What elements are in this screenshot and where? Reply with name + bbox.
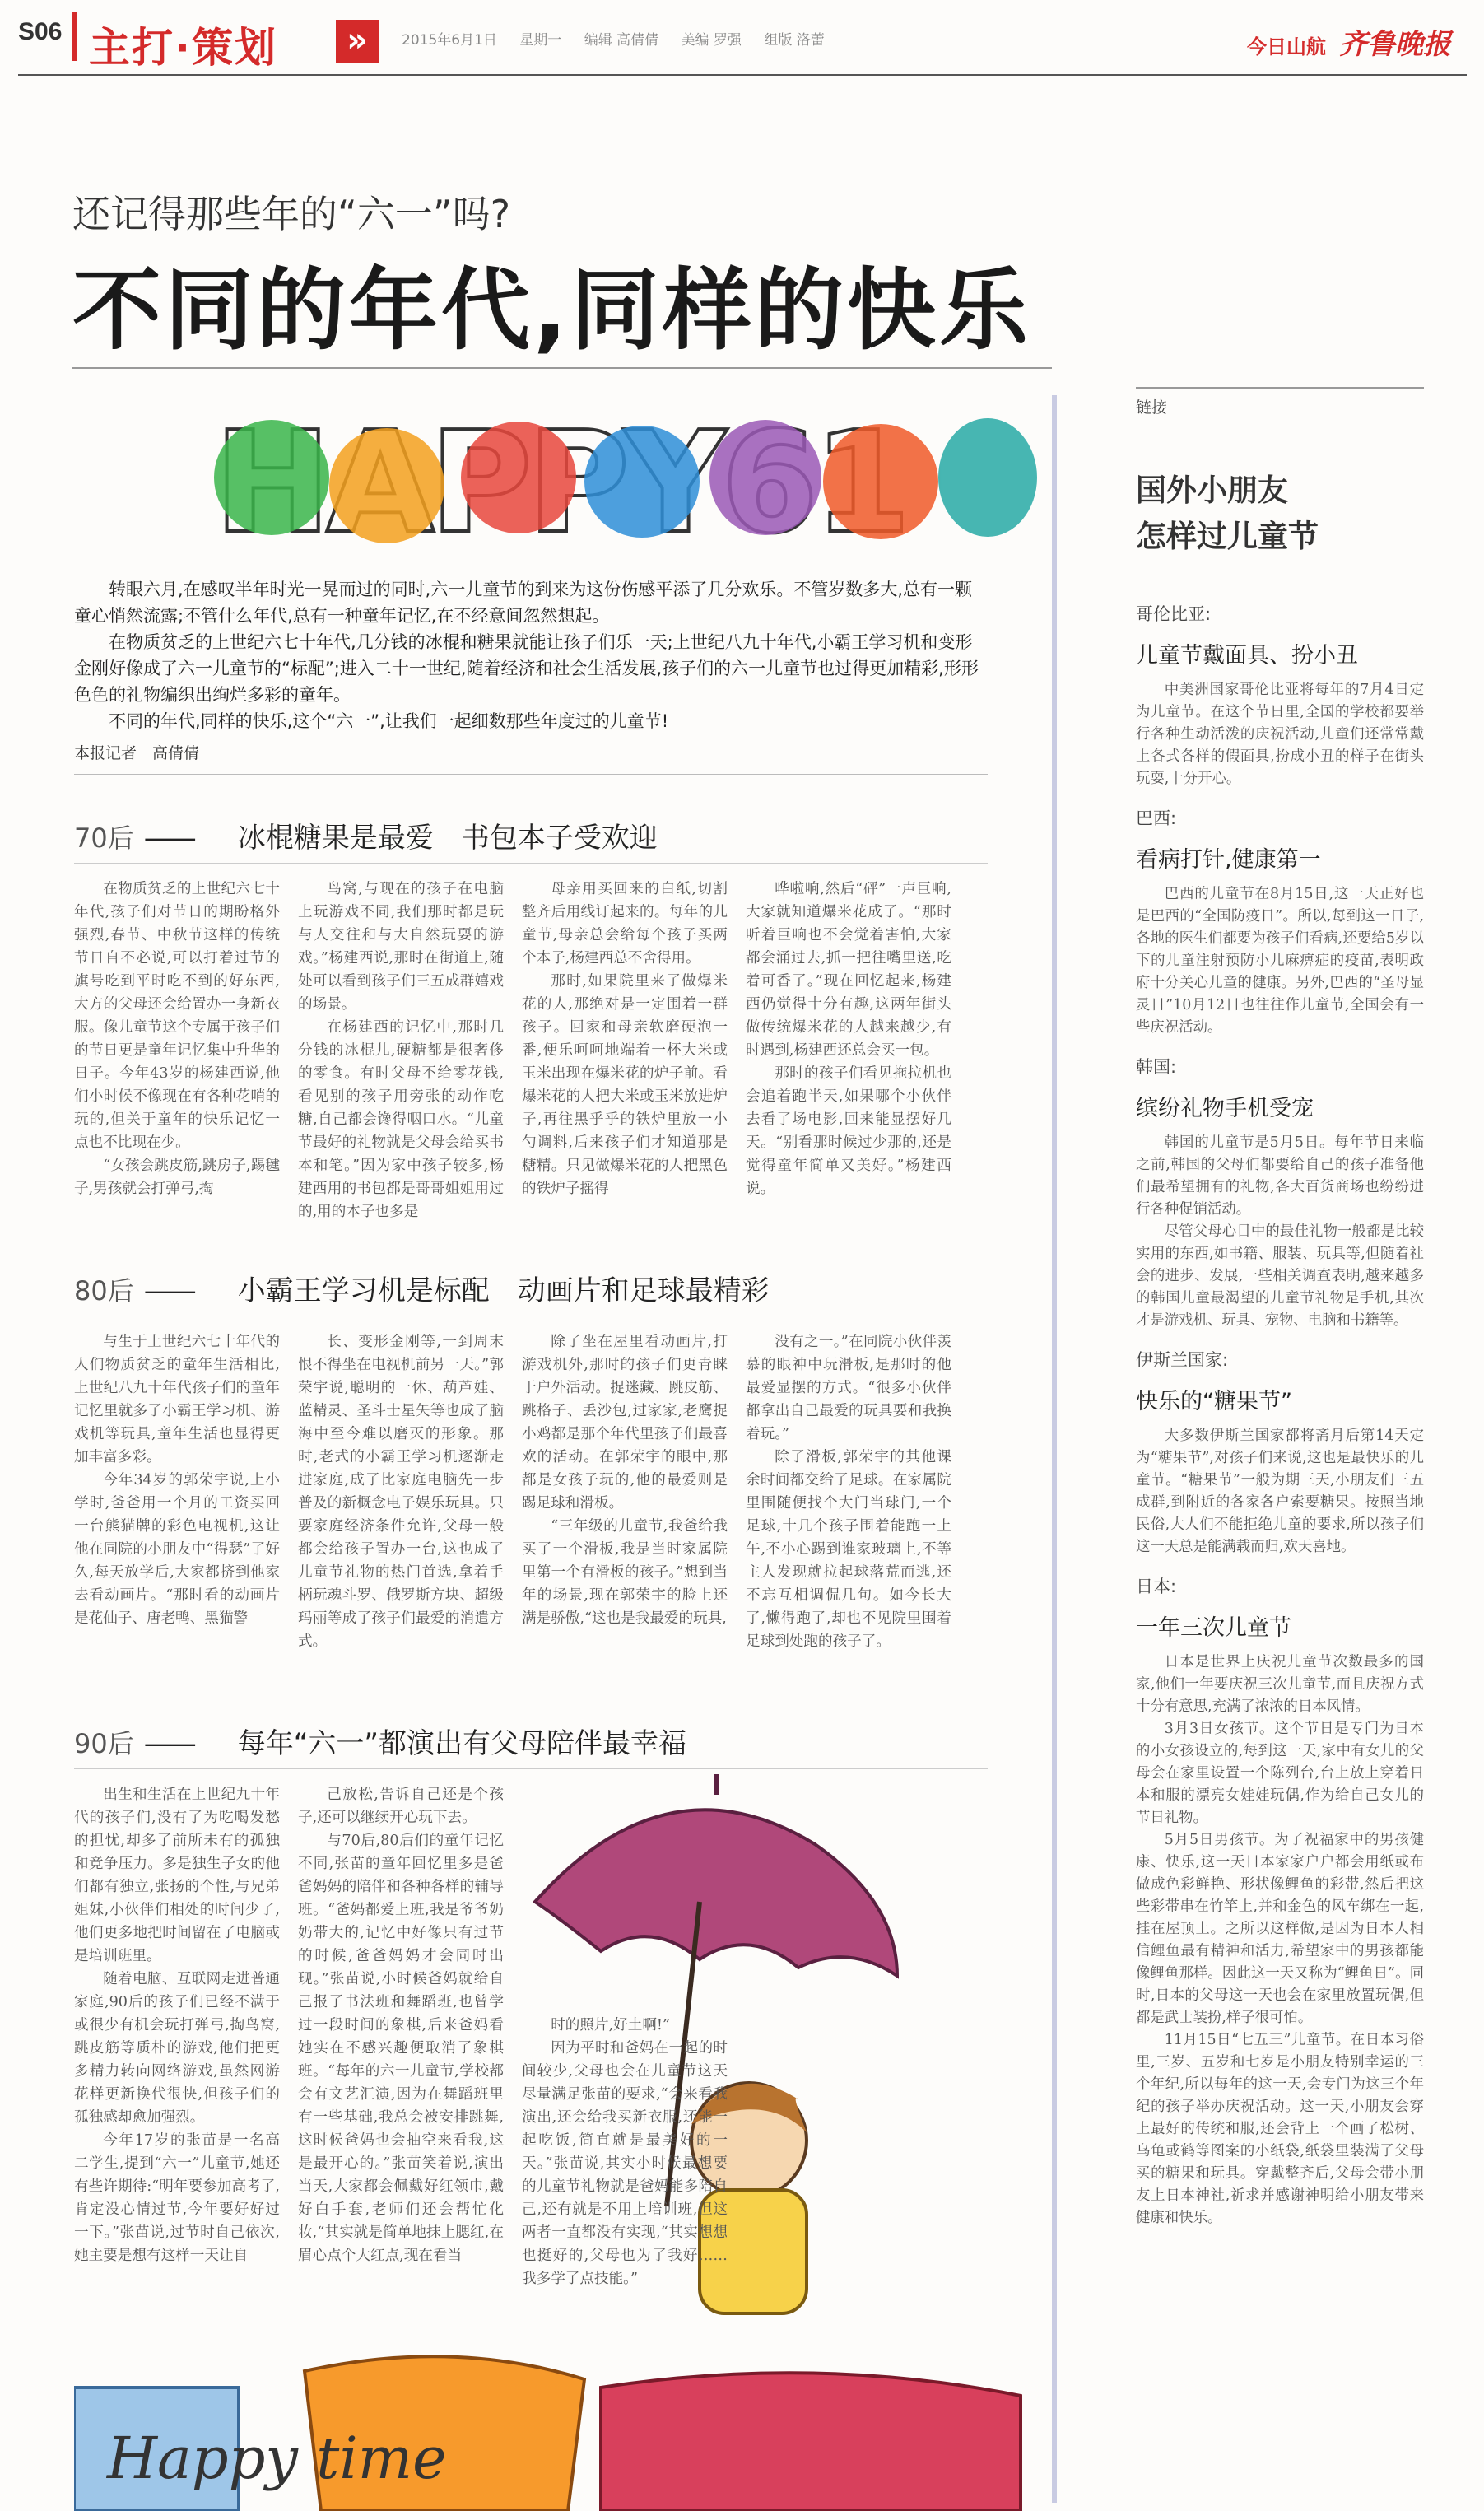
intro-paragraph: 转眼六月,在感叹半年时光一晃而过的同时,六一儿童节的到来为这份伤感平添了几分欢乐。不管岁数多大,总有一颗童心悄然流露;不管什么年代,总有一种童年记忆,在不经意间忽然想起。 (74, 580, 973, 626)
country-body (1136, 1425, 1424, 1558)
paragraph: 哗啦响,然后“砰”一声巨响,大家就知道爆米花成了。“那时听着巨响也不会觉着害怕,大家都会涌过去,抓一把往嘴里送,吃着可香了。”现在回忆起来,杨建西仍觉得十分有趣,这两年街头做传统爆米花的人越来越少,有时遇到,杨建西还总会买一包。 (746, 881, 951, 1059)
sidebar-title-line: 国外小朋友 (1136, 473, 1288, 508)
sidebar-title-line: 怎样过儿童节 (1136, 519, 1319, 554)
era-label: 80后 (74, 1275, 134, 1307)
masthead (1247, 21, 1451, 62)
text-column (74, 878, 280, 1223)
text-column (74, 1783, 280, 2290)
editor: 编辑 高倩倩 (584, 32, 659, 49)
era-dash: —— (143, 1274, 193, 1307)
section-title: 主打·策划 (89, 24, 277, 72)
paragraph: 出生和生活在上世纪九十年代的孩子们,没有了为吃喝发愁的担忧,却多了前所未有的孤独和竞争压力。多是独生子女的他们都有独立,张扬的个性,与兄弟姐妹,小伙伴们相处的时间少了,他们更多地把时间留在了电脑或是培训班里。 (74, 1787, 280, 1964)
paragraph: 除了滑板,郭荣宇的其他课余时间都交给了足球。在家属院里围随便找个大门当球门,一个足球,十几个孩子围着能跑一上午,不小心踢到谁家玻璃上,不等主人发现就拉起球落荒而逃,还不忘互相调侃几句。如今长大了,懒得跑了,却也不见院里围着足球到处跑的孩子了。 (746, 1449, 951, 1650)
text-column (522, 2014, 728, 2290)
intro-paragraph: 不同的年代,同样的快乐,这个“六一”,让我们一起细数那些年度过的儿童节! (109, 711, 669, 731)
paragraph: “三年级的儿童节,我爸给我买了一个滑板,我是当时家属院里第一个有滑板的孩子。”想到当年的场景,现在郭荣宇的脸上还满是骄傲,“这也是我最爱的玩具, (522, 1518, 728, 1627)
text-column (74, 1330, 280, 1653)
paragraph: 己放松,告诉自己还是个孩子,还可以继续开心玩下去。 (298, 1787, 504, 1826)
country-heading: 快乐的“糖果节” (1136, 1389, 1292, 1414)
paragraph: 中美洲国家哥伦比亚将每年的7月4日定为儿童节。在这个节日里,全国的学校都要举行各种生动活泼的庆祝活动,儿童们还常常戴上各式各样的假面具,扮成小丑的样子在街头玩耍,十分开心。 (1136, 682, 1424, 787)
country-heading: 一年三次儿童节 (1136, 1615, 1291, 1641)
paragraph: 巴西的儿童节在8月15日,这一天正好也是巴西的“全国防疫日”。所以,每到这一日子,各地的医生们都要为孩子们看病,还要给5岁以下的儿童注射预防小儿麻痹症的疫苗,表明政府十分关心儿童的健康。另外,巴西的“圣母显灵日”10月12日也往往作儿童节,全国会有一些庆祝活动。 (1136, 886, 1424, 1036)
country-body (1136, 1132, 1424, 1332)
date: 2015年6月1日 (402, 32, 497, 49)
text-column (298, 1330, 504, 1653)
text-column (522, 878, 728, 1223)
paragraph: 那时,如果院里来了做爆米花的人,那绝对是一定围着一群孩子。回家和母亲软磨硬泡一番,便乐呵呵地端着一杯大米或玉米出现在爆米花的炉子前。看爆米花的人把大米或玉米放进炉子,再往黑乎乎的铁炉里放一小勺调料,后来孩子们才知道那是糖精。只见做爆米花的人把黑色的铁炉子摇得 (522, 973, 728, 1197)
happy61-banner (198, 387, 1054, 576)
section-rule (74, 863, 988, 864)
layout-editor: 组版 洛蕾 (764, 32, 825, 49)
country-block (1136, 805, 1424, 1039)
paragraph: 与70后,80后们的童年记忆不同,张苗的童年回忆里多是爸爸妈妈的陪伴和各种各样的辅导班。“爸妈都爱上班,我是爷爷奶奶带大的,记忆中好像只有过节的时候,爸爸妈妈才会同时出现。”张苗说,小时候爸妈就给自己报了书法班和舞蹈班,也曾学过一段时间的象棋,后来爸妈看她实在不感兴趣便取消了象棋班。“每年的六一儿童节,学校都会有文艺汇演,因为在舞蹈班里有一些基础,我总会被安排跳舞,这时候爸妈也会抽空来看我,这是最开心的。”张苗笑着说,演出当天,大家都会佩戴好红领巾,戴好白手套,老师们还会帮忙化妆,“其实就是简单地抹上腮红,在眉心点个大红点,现在看当 (298, 1833, 504, 2264)
paragraph: 尽管父母心目中的最佳礼物一般都是比较实用的东西,如书籍、服装、玩具等,但随着社会的进步、发展,一些相关调查表明,越来越多的韩国儿童最渴望的儿童节礼物是手机,其次才是游戏机、玩具、宠物、电脑和书籍等。 (1136, 1223, 1424, 1329)
country-body (1136, 1651, 1424, 2229)
paper-logo: 齐鲁晚报 (1339, 28, 1451, 61)
header-divider (18, 74, 1467, 76)
paragraph: 5月5日男孩节。为了祝福家中的男孩健康、快乐,这一天日本家家户户都会用纸或布做成色彩鲜艳、形状像鲤鱼的彩带,然后把这些彩带串在竹竿上,并和金色的风车绑在一起,挂在屋顶上。之所以这样做,是因为日本人相信鲤鱼最有精神和活力,希望家中的男孩都能像鲤鱼那样。因此这一天又称为“鲤鱼日”。同时,日本的父母这一天也会在家里放置玩偶,但都是武士装扮,样子很可怕。 (1136, 1832, 1424, 2026)
paragraph: “女孩会跳皮筋,跳房子,踢毽子,男孩就会打弹弓,掏 (74, 1158, 280, 1197)
column-divider (1052, 395, 1057, 2503)
weekday: 星期一 (519, 32, 562, 49)
country-name: 伊斯兰国家: (1136, 1350, 1229, 1370)
text-column (746, 1330, 951, 1653)
era-dash: —— (143, 1727, 193, 1760)
era-dash: —— (143, 822, 193, 855)
paragraph: 除了坐在屋里看动画片,打游戏机外,那时的孩子们更青睐于户外活动。捉迷藏、跳皮筋、跳格子、丢沙包,过家家,老鹰捉小鸡都是那个年代里孩子们最喜欢的活动。在郭荣宇的眼中,那都是女孩子玩的,他的最爱则是踢足球和滑板。 (522, 1334, 728, 1512)
signature-text: Happy time (107, 2425, 447, 2492)
article-title: 不同的年代,同样的快乐 (72, 259, 1032, 362)
page-meta (402, 28, 843, 49)
country-name: 日本: (1136, 1577, 1177, 1596)
paragraph: 3月3日女孩节。这个节日是专门为日本的小女孩设立的,每到这一天,家中有女儿的父母会在家里设置一个陈列台,台上放上穿着日本和服的漂亮女娃娃玩偶,作为给自己女儿的节日礼物。 (1136, 1721, 1424, 1826)
byline: 本报记者 高倩倩 (74, 744, 200, 762)
section-bar (72, 12, 77, 61)
paragraph: 随着电脑、互联网走进普通家庭,90后的孩子们已经不满于或很少有机会玩打弹弓,掏鸟窝,跳皮筋等质朴的游戏,他们把更多精力转向网络游戏,虽然网游花样更新换代很快,但孩子们的孤独感却愈加强烈。 (74, 1971, 280, 2126)
section-heading-80s (74, 1268, 770, 1308)
country-block (1136, 1054, 1424, 1332)
country-heading: 儿童节戴面具、扮小丑 (1136, 643, 1358, 669)
paragraph: 鸟窝,与现在的孩子在电脑上玩游戏不同,我们那时都是玩与人交往和与大自然玩耍的游戏。”杨建西说,那时在街道上,随处可以看到孩子们三五成群嬉戏的场景。 (298, 881, 504, 1013)
country-name: 巴西: (1136, 808, 1177, 828)
section-body-70s (74, 878, 951, 1223)
sidebar-content (1136, 601, 1424, 2229)
era-label: 90后 (74, 1728, 134, 1759)
country-body (1136, 679, 1424, 790)
brand-name: 今日山航 (1247, 35, 1326, 58)
chevron-right-icon: » (336, 20, 379, 63)
country-body (1136, 883, 1424, 1039)
country-name: 韩国: (1136, 1057, 1177, 1077)
paragraph: 时的照片,好土啊!” (551, 2017, 671, 2033)
intro-paragraph: 在物质贫乏的上世纪六七十年代,几分钱的冰棍和糖果就能让孩子们乐一天;上世纪八九十年代,小霸王学习机和变形金刚好像成了六一儿童节的“标配”;进入二十一世纪,随着经济和社会生活发展,孩子们的六一儿童节也过得更加精彩,形形色色的礼物编织出绚烂多彩的童年。 (74, 632, 979, 705)
text-column (746, 878, 951, 1223)
section-heading-text: 冰棍糖果是最爱 书包本子受欢迎 (237, 822, 658, 855)
paragraph: 今年34岁的郭荣宇说,上小学时,爸爸用一个月的工资买回一台熊猫牌的彩色电视机,这让他在同院的小朋友中“得瑟”了好久,每天放学后,大家都挤到他家去看动画片。“那时看的动画片是花仙子、唐老鸭、黑猫警 (74, 1472, 280, 1627)
paragraph: 因为平时和爸妈在一起的时间较少,父母也会在儿童节这天尽量满足张苗的要求,“会来看我演出,还会给我买新衣服,还能一起吃饭,简直就是最美好的一天。”张苗说,其实小时候最想要的儿童节礼物就是爸妈能多陪自己,还有就是不用上培训班,但这两者一直都没有实现,“其实想想也挺好的,父母也为了我好……我多学了点技能。” (522, 2040, 728, 2287)
country-heading: 缤纷礼物手机受宠 (1136, 1096, 1314, 1121)
country-heading: 看病打针,健康第一 (1136, 847, 1321, 873)
sidebar-label: 链接 (1136, 398, 1168, 417)
byline-rule (74, 774, 988, 775)
paragraph: 大多数伊斯兰国家都将斋月后第14天定为“糖果节”,对孩子们来说,这也是最快乐的儿童节。“糖果节”一般为期三天,小朋友们三五成群,到附近的各家各户索要糖果。按照当地民俗,大人们不能拒绝儿童的要求,所以孩子们这一天总是能满载而归,欢天喜地。 (1136, 1428, 1424, 1555)
sidebar-title (1136, 468, 1319, 560)
country-block (1136, 1347, 1424, 1558)
sidebar-label-rule (1136, 387, 1424, 418)
paragraph: 在杨建西的记忆中,那时几分钱的冰棍儿,硬糖都是很奢侈的零食。有时父母不给零花钱,看见别的孩子用旁张的动作吃糖,自己都会馋得咽口水。“儿童节最好的礼物就是父母会给买书本和笔。”因为家中孩子较多,杨建西用的书包都是哥哥姐姐用过的,用的本子也多是 (298, 1019, 504, 1220)
paragraph: 母亲用买回来的白纸,切割整齐后用线订起来的。每年的儿童节,母亲总会给每个孩子买两个本子,杨建西总不舍得用。 (522, 881, 728, 967)
title-rule (72, 367, 1052, 369)
country-name: 哥伦比亚: (1136, 604, 1212, 624)
section-body-80s (74, 1330, 951, 1653)
era-label: 70后 (74, 822, 134, 854)
text-column (522, 1330, 728, 1653)
paragraph: 11月15日“七五三”儿童节。在日本习俗里,三岁、五岁和七岁是小朋友特别幸运的三个年纪,所以每年的这一天,会专门为这三个年纪的孩子举办庆祝活动。这一天,小朋友会穿上最好的传统和服,还会背上一个画了松树、乌龟或鹤等图案的小纸袋,纸袋里装满了父母买的糖果和玩具。穿戴整齐后,父母会带小朋友上日本神社,祈求并感谢神明给小朋友带来健康和快乐。 (1136, 2032, 1424, 2226)
section-body-90s (74, 1783, 728, 2290)
intro-text (74, 576, 983, 734)
section-heading-text: 小霸王学习机是标配 动画片和足球最精彩 (237, 1274, 770, 1307)
paragraph: 韩国的儿童节是5月5日。每年节日来临之前,韩国的父母们都要给自己的孩子准备他们最希望拥有的礼物,各大百货商场也纷纷进行各种促销活动。 (1136, 1134, 1424, 1218)
section-heading-text: 每年“六一”都演出有父母陪伴最幸福 (237, 1727, 686, 1760)
paragraph: 与生于上世纪六七十年代的人们物质贫乏的童年生活相比,上世纪八九十年代孩子们的童年记忆里就多了小霸王学习机、游戏机等玩具,童年生活也显得更加丰富多彩。 (74, 1334, 280, 1465)
paragraph: 没有之一。”在同院小伙伴羡慕的眼神中玩滑板,是那时的他最爱显摆的方式。“很多小伙伴都拿出自己最爱的玩具要和我换着玩。” (746, 1334, 951, 1442)
paragraph: 日本是世界上庆祝儿童节次数最多的国家,他们一年要庆祝三次儿童节,而且庆祝方式十分有意思,充满了浓浓的日本风情。 (1136, 1654, 1424, 1715)
section-heading-70s (74, 815, 658, 855)
article-subtitle: 还记得那些年的“六一”吗? (72, 192, 511, 236)
page-number: S06 (18, 18, 63, 45)
text-column (298, 878, 504, 1223)
country-block (1136, 601, 1424, 790)
paragraph: 今年17岁的张苗是一名高二学生,提到“六一”儿童节,她还有些许期待:“明年要参加高考了,肯定没心情过节,今年要好好过一下。”张苗说,过节时自己依次,她主要是想有这样一天让自 (74, 2132, 280, 2264)
art-editor: 美编 罗强 (681, 32, 742, 49)
country-block (1136, 1573, 1424, 2229)
paragraph: 那时的孩子们看见拖拉机也会追着跑半天,如果哪个小伙伴去看了场电影,回来能显摆好几天。“别看那时候过少那的,还是觉得童年简单又美好。”杨建西说。 (746, 1065, 951, 1197)
text-column (298, 1783, 504, 2290)
paragraph: 在物质贫乏的上世纪六七十年代,孩子们对节日的期盼格外强烈,春节、中秋节这样的传统节日自不必说,可以打着过节的旗号吃到平时吃不到的好东西,大方的父母还会给置办一身新衣服。像儿童节这个专属于孩子们的节日更是童年记忆集中升华的日子。今年43岁的杨建西说,他们小时候不像现在有各种花哨的玩的,但关于童年的快乐记忆一点也不比现在少。 (74, 881, 280, 1151)
paragraph: 长、变形金刚等,一到周末恨不得坐在电视机前另一天。”郭荣宇说,聪明的一休、葫芦娃、蓝精灵、圣斗士星矢等也成了脑海中至今难以磨灭的形象。那时,老式的小霸王学习机逐渐走进家庭,成了比家庭电脑先一步普及的新概念电子娱乐玩具。只要家庭经济条件允许,父母一般都会给孩子置办一台,这也成了儿童节礼物的热门首选,拿着手柄玩魂斗罗、俄罗斯方块、超级玛丽等成了孩子们最爱的消遣方式。 (298, 1334, 504, 1650)
